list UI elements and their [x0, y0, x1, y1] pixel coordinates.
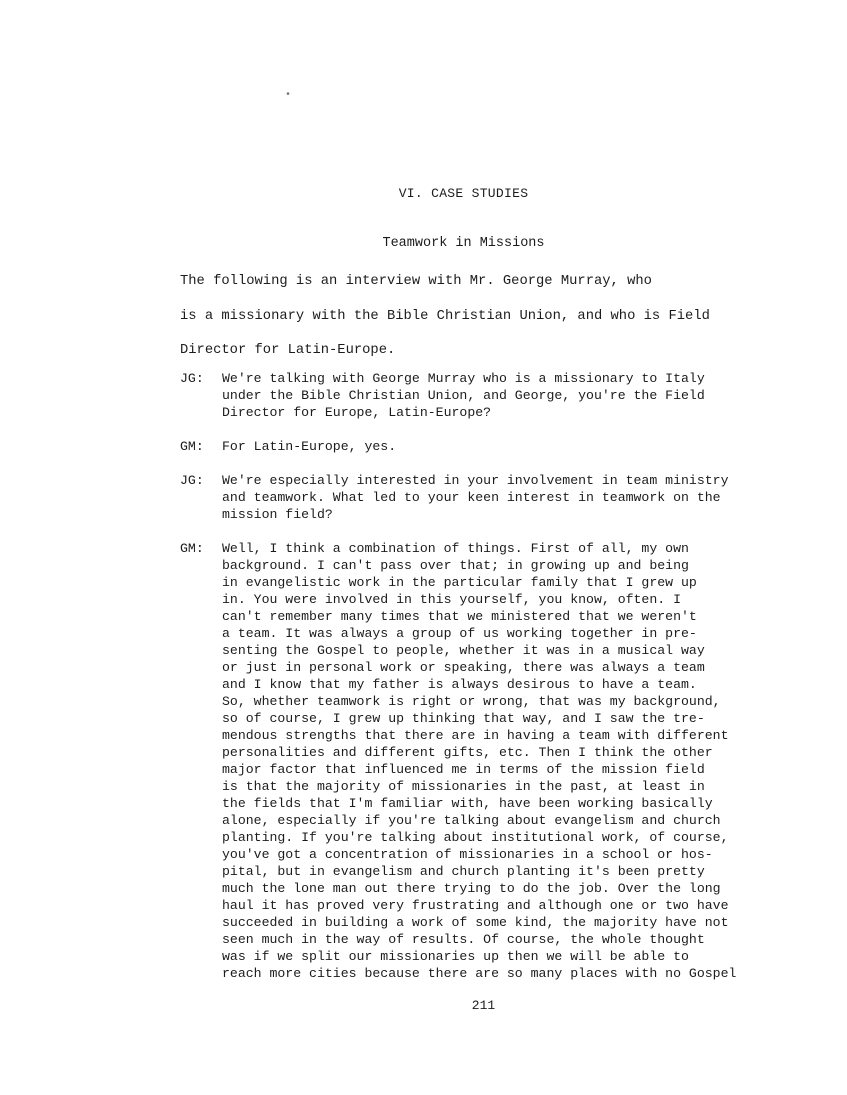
subheading: Teamwork in Missions — [382, 236, 545, 251]
speech-text: We're talking with George Murray who is a missionary to Italy under the Bible Christian Union, and George, you're the Field Director for Europe, Latin-Europe? — [222, 371, 705, 420]
speaker-label: JG: — [180, 473, 204, 488]
interview-turn — [180, 472, 780, 523]
speaker-label: JG: — [180, 371, 204, 386]
speech-text: Well, I think a combination of things. First of all, my own background. I can't pass over that; in growing up and being in evangelistic work in the particular family that I grew up in. You were involved in this yourself, you know, often. I can't remember many times that we ministered that we weren't a team. It was always a group of us working together in pre- senting the Gospel to people, whether it was in a musical way or just in personal work or speaking, there was always a team and I know that my father is always desirous to have a team. So, whether teamwork is right or wrong, that was my background, so of course, I grew up thinking that way, and I saw the tre- mendous strengths that there are in having a team with different personalities and different gifts, etc. Then I think the other major factor that influenced me in terms of the mission field is that the majority of missionaries in the past, at least in the fields that I'm familiar with, have been working basically alone, especially if you're talking about evangelism and church planting. If you're talking about institutional work, of course, you've got a concentration of missionaries in a school or hos- pital, but in evangelism and church planting it's been pretty much the lone man out there trying to do the job. Over the long haul it has proved very frustrating and although one or two have succeeded in building a work of some kind, the majority have not seen much in the way of results. Of course, the whole thought was if we split our missionaries up then we will be able to reach more cities because there are so many places with no Gospel — [222, 541, 737, 981]
interview-turn — [180, 438, 780, 455]
interview-turn — [180, 370, 780, 421]
speech-text: For Latin-Europe, yes. — [222, 439, 397, 454]
scan-speck: • — [285, 90, 292, 101]
intro-paragraph: The following is an interview with Mr. George Murray, who is a missionary with the Bible Christian Union, and who is Field Director for Latin-Europe. — [180, 274, 710, 358]
section-heading: VI. CASE STUDIES — [398, 186, 529, 201]
interview-transcript — [180, 370, 780, 982]
speaker-label: GM: — [180, 439, 204, 454]
speaker-label: GM: — [180, 541, 204, 556]
speech-text: We're especially interested in your involvement in team ministry and teamwork. What led to your keen interest in teamwork on the mission field? — [222, 473, 729, 522]
interview-turn — [180, 540, 780, 982]
page-number: 211 — [471, 998, 496, 1013]
